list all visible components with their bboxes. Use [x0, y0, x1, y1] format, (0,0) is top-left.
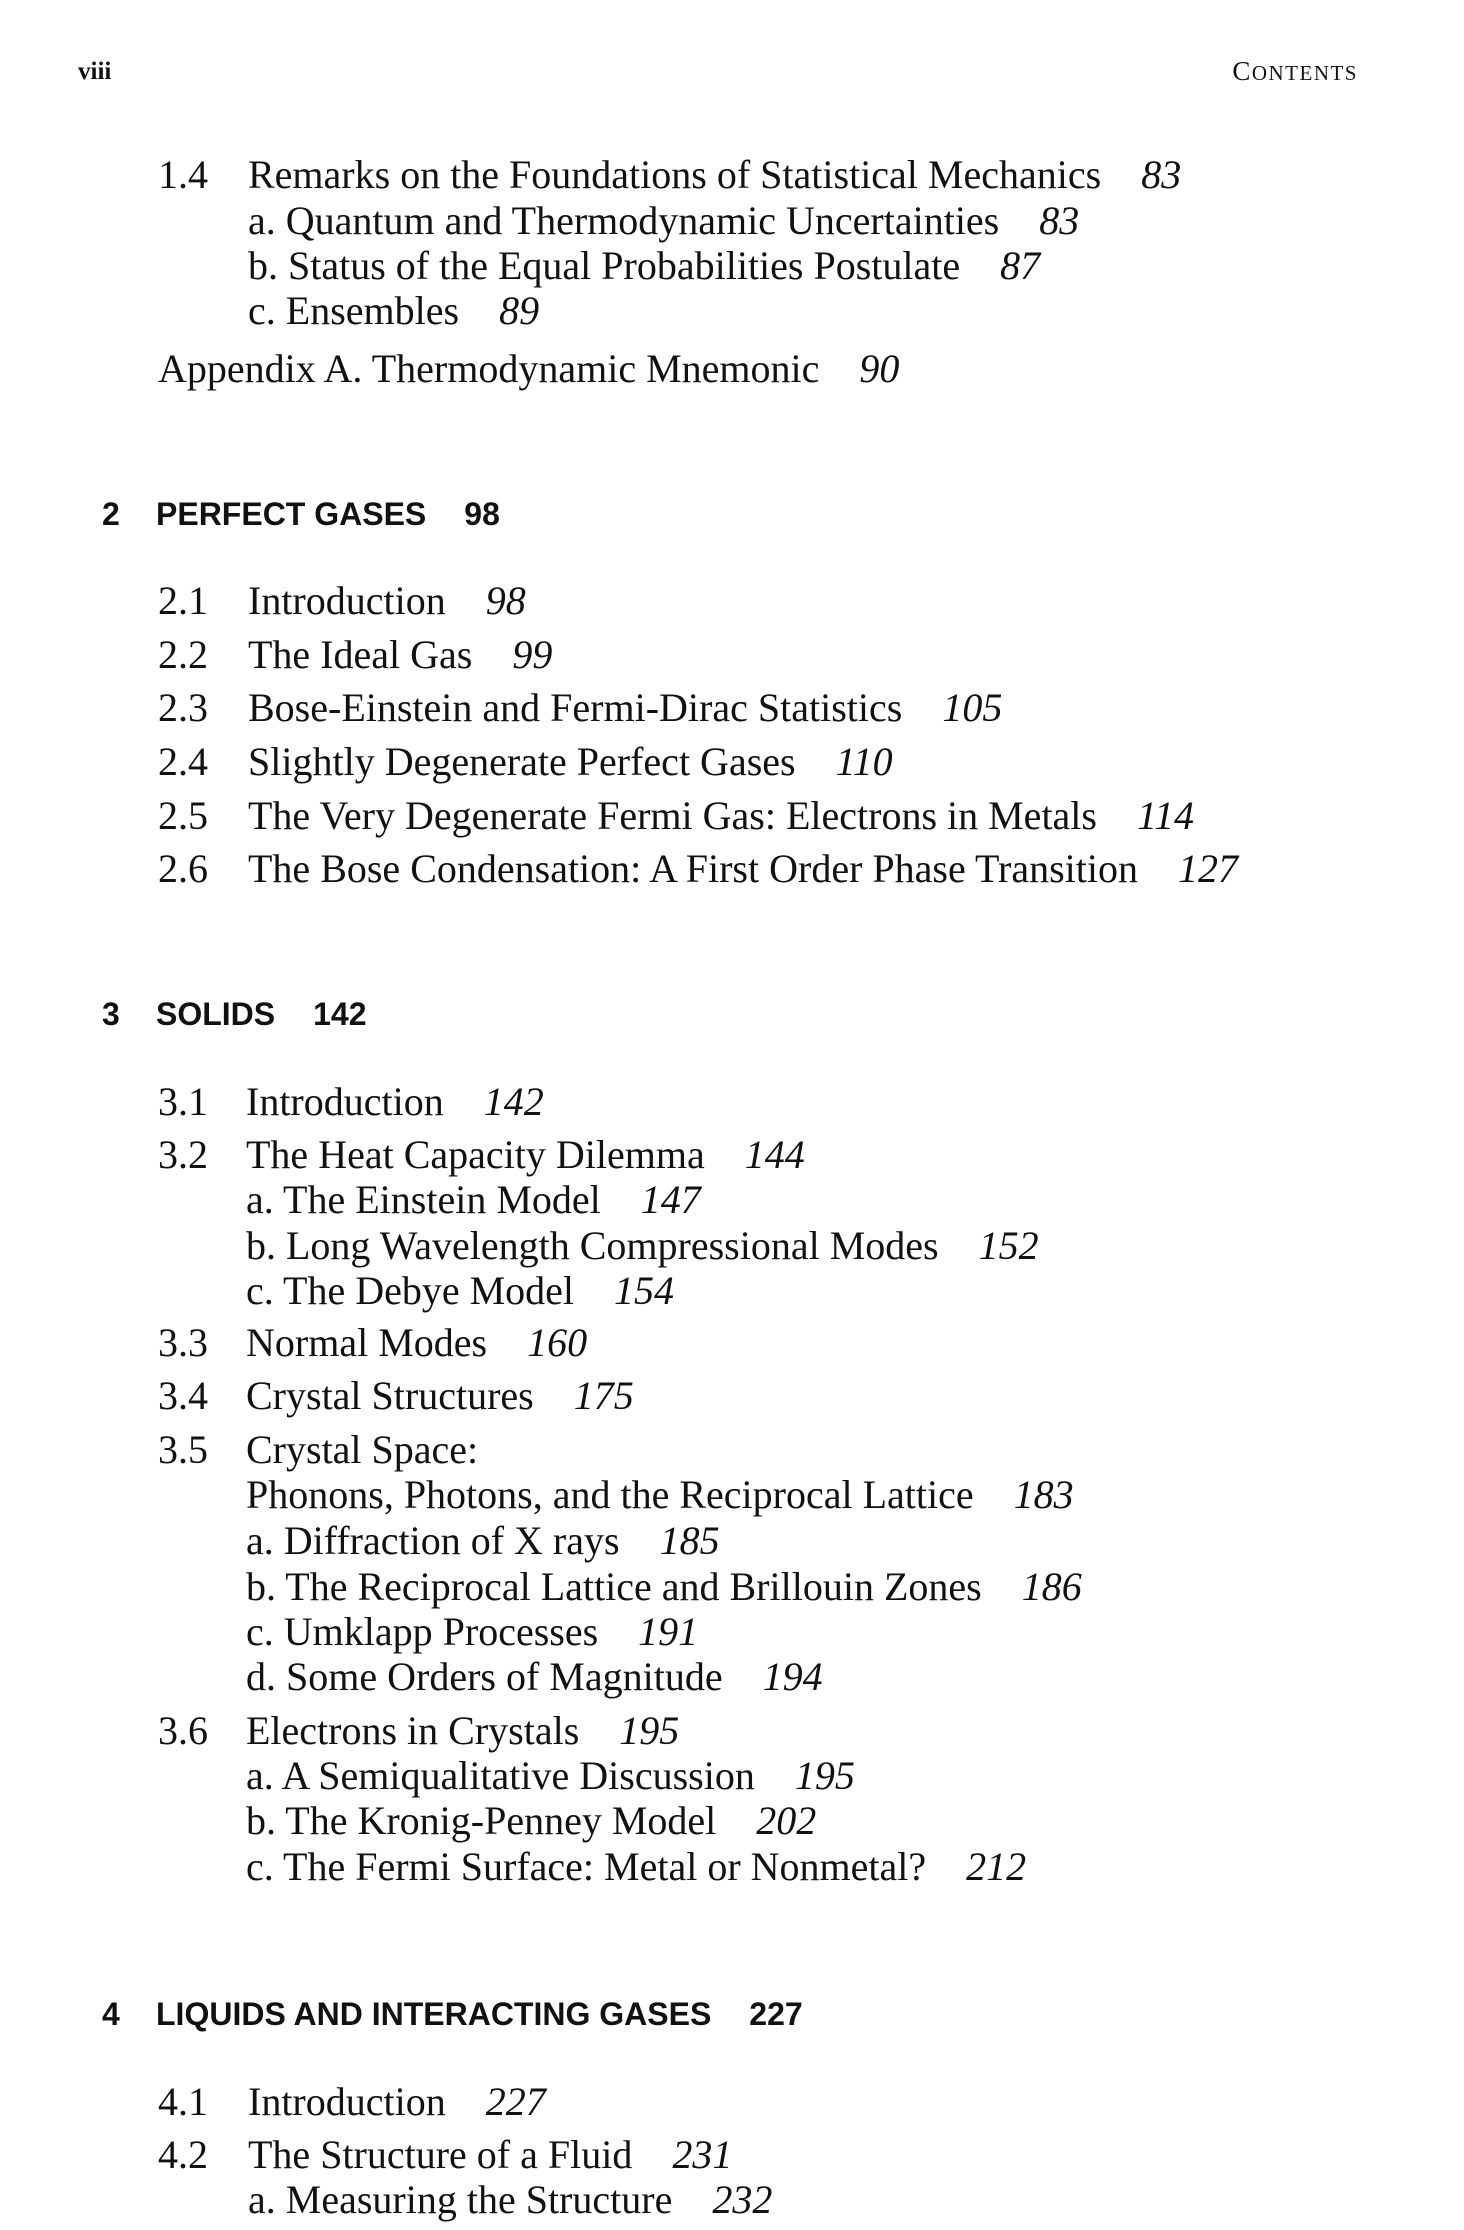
entry-title: a. Diffraction of X rays: [246, 1518, 620, 1563]
entry-title: b. The Reciprocal Lattice and Brillouin Zones: [246, 1564, 982, 1609]
entry-number: 2.5: [158, 793, 208, 838]
entry-page: 231: [672, 2132, 733, 2177]
entry-title: Introduction: [248, 578, 446, 623]
page-folio: viii: [78, 58, 112, 85]
entry-page: 83: [1141, 152, 1182, 197]
entry-page: 87: [1000, 243, 1041, 288]
entry-page: 183: [1013, 1472, 1074, 1517]
entry-page: 110: [835, 739, 893, 784]
chapter-number: 2: [102, 496, 120, 532]
entry-title: The Heat Capacity Dilemma: [246, 1132, 705, 1177]
entry-number: 3.3: [158, 1320, 208, 1365]
chapter-title: SOLIDS: [156, 996, 276, 1032]
entry-number: 4.1: [158, 2079, 208, 2124]
entry-title: a. The Einstein Model: [246, 1177, 601, 1222]
entry-title: The Very Degenerate Fermi Gas: Electrons in Metals: [248, 793, 1097, 838]
entry-title: c. The Debye Model: [246, 1268, 575, 1313]
entry-page: 114: [1136, 793, 1195, 838]
entry-number: 3.5: [158, 1427, 208, 1472]
entry-number: 4.2: [158, 2132, 208, 2177]
entry-title: c. Ensembles: [248, 288, 460, 333]
entry-title: Crystal Structures: [246, 1373, 534, 1418]
entry-number: 2.6: [158, 846, 208, 891]
entry-page: 154: [614, 1268, 675, 1313]
entry-title: Introduction: [246, 1079, 444, 1124]
entry-title: a. Measuring the Structure: [248, 2177, 673, 2222]
entry-page: 202: [756, 1798, 817, 1843]
running-head: [1232, 56, 1358, 87]
entry-number: 3.6: [158, 1708, 208, 1753]
entry-title: c. The Fermi Surface: Metal or Nonmetal?: [246, 1844, 927, 1889]
entry-page: 227: [485, 2079, 546, 2124]
entry-page: 186: [1021, 1564, 1082, 1609]
entry-page: 83: [1039, 198, 1080, 243]
entry-page: 232: [712, 2177, 773, 2222]
entry-number: 2.2: [158, 632, 208, 677]
entry-title: Phonons, Photons, and the Reciprocal Lattice: [246, 1472, 974, 1517]
entry-title: The Structure of a Fluid: [248, 2132, 633, 2177]
entry-page: 98: [485, 578, 526, 623]
entry-number: 2.1: [158, 578, 208, 623]
entry-title: Appendix A. Thermodynamic Mnemonic: [158, 346, 820, 391]
entry-page: 99: [512, 632, 553, 677]
entry-number: 3.2: [158, 1132, 208, 1177]
entry-title: Normal Modes: [246, 1320, 488, 1365]
entry-page: 160: [527, 1320, 588, 1365]
entry-page: 152: [978, 1223, 1039, 1268]
entry-title: c. Umklapp Processes: [246, 1609, 599, 1654]
entry-page: 194: [762, 1654, 823, 1699]
entry-title: d. Some Orders of Magnitude: [246, 1654, 723, 1699]
entry-page: 144: [744, 1132, 805, 1177]
chapter-title: PERFECT GASES: [156, 496, 427, 532]
entry-title: Introduction: [248, 2079, 446, 2124]
entry-number: 3.4: [158, 1373, 208, 1418]
entry-page: 89: [499, 288, 540, 333]
entry-number: 2.3: [158, 685, 208, 730]
entry-number: 1.4: [158, 152, 208, 197]
entry-page: 191: [638, 1609, 699, 1654]
chapter-number: 3: [102, 996, 120, 1032]
entry-page: 185: [659, 1518, 720, 1563]
chapter-page: 142: [313, 996, 367, 1032]
entry-page: 142: [483, 1079, 544, 1124]
running-head-rest: ONTENTS: [1251, 61, 1358, 85]
chapter-page: 98: [464, 496, 500, 532]
entry-title: Slightly Degenerate Perfect Gases: [248, 739, 796, 784]
entry-page: 105: [942, 685, 1003, 730]
chapter-title: LIQUIDS AND INTERACTING GASES: [156, 1996, 712, 2032]
entry-title: b. Long Wavelength Compressional Modes: [246, 1223, 939, 1268]
entry-number: 2.4: [158, 739, 208, 784]
entry-title: b. The Kronig-Penney Model: [246, 1798, 717, 1843]
entry-page: 175: [573, 1373, 634, 1418]
entry-page: 195: [794, 1753, 855, 1798]
entry-title: b. Status of the Equal Probabilities Postulate: [248, 243, 961, 288]
entry-page: 212: [966, 1844, 1027, 1889]
entry-page: 90: [859, 346, 900, 391]
chapter-page: 227: [749, 1996, 803, 2032]
entry-title: Bose-Einstein and Fermi-Dirac Statistics: [248, 685, 903, 730]
entry-title: The Bose Condensation: A First Order Phase Transition: [248, 846, 1138, 891]
toc-appendix: [158, 346, 900, 391]
entry-title: Crystal Space:: [246, 1427, 479, 1472]
entry-number: 3.1: [158, 1079, 208, 1124]
entry-title: a. Quantum and Thermodynamic Uncertainties: [248, 198, 1000, 243]
entry-page: 147: [640, 1177, 701, 1222]
entry-title: a. A Semiqualitative Discussion: [246, 1753, 755, 1798]
running-head-initial: C: [1232, 56, 1252, 86]
entry-title: Electrons in Crystals: [246, 1708, 580, 1753]
chapter-number: 4: [102, 1996, 120, 2032]
entry-page: 127: [1178, 846, 1238, 891]
entry-title: The Ideal Gas: [248, 632, 473, 677]
entry-page: 195: [619, 1708, 680, 1753]
entry-title: Remarks on the Foundations of Statistical Mechanics: [248, 152, 1102, 197]
